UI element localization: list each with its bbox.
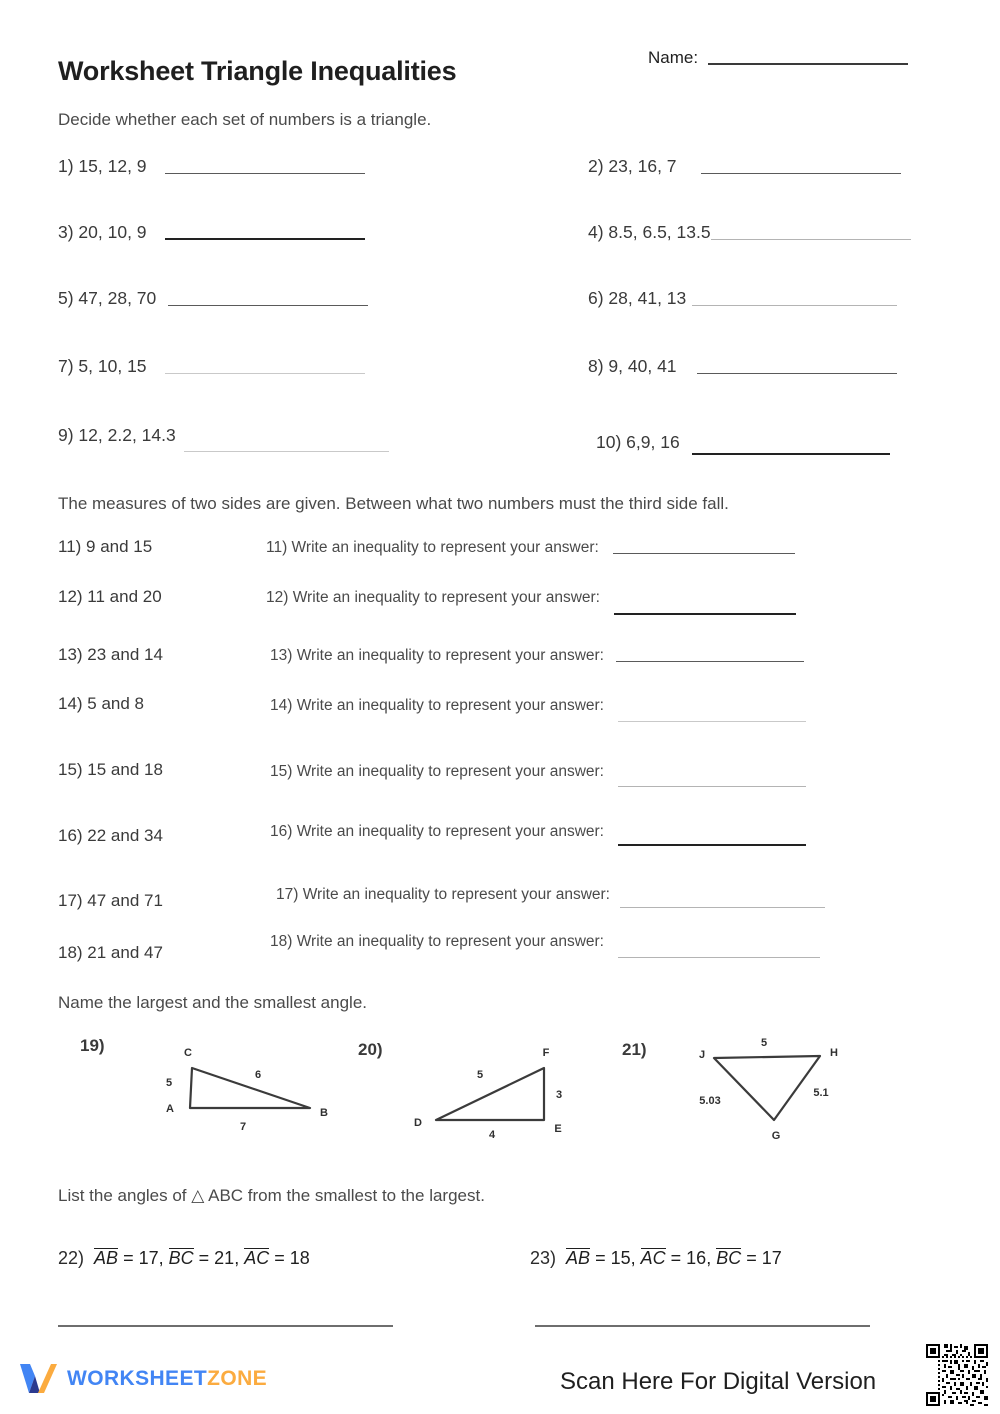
answer-line-5[interactable]: [168, 305, 368, 306]
inequality-text-17: 17) Write an inequality to represent your answer:: [276, 886, 610, 903]
triangle-19-side-right: 6: [254, 1069, 262, 1081]
worksheet-header: [0, 48, 1000, 108]
answer-line-22[interactable]: [58, 1325, 393, 1327]
page-title: Worksheet Triangle Inequalities: [58, 56, 457, 86]
segment-number-23: 23): [530, 1248, 557, 1268]
name-field-group: [648, 48, 908, 68]
triangle-21-side-right: 5.1: [813, 1087, 829, 1099]
pair-label-12: 12) 11 and 20: [58, 587, 162, 606]
segment-23-part-2-seg: BC: [716, 1248, 742, 1268]
triangle-20-svg: [396, 1028, 576, 1143]
page-footer: [0, 1340, 1000, 1414]
inequality-line-14[interactable]: [618, 721, 806, 722]
answer-line-6[interactable]: [692, 305, 897, 306]
answer-line-23[interactable]: [535, 1325, 870, 1327]
answer-line-2[interactable]: [701, 173, 901, 174]
triangle-figure-19: [80, 1028, 328, 1148]
question-row-10: [596, 432, 890, 453]
question-label-3: 3) 20, 10, 9: [58, 222, 147, 242]
triangle-21-vertex-h: H: [830, 1047, 838, 1059]
inequality-row-11: [266, 538, 795, 557]
triangle-19-side-bottom: 7: [239, 1121, 247, 1133]
logo-word-zone: ZONE: [207, 1367, 268, 1390]
segment-number-22: 22): [58, 1248, 85, 1268]
answer-line-10[interactable]: [692, 453, 890, 455]
inequality-text-16: 16) Write an inequality to represent your answer:: [270, 823, 604, 840]
inequality-row-13: [270, 646, 804, 665]
segment-23-part-1-val: = 16,: [670, 1248, 712, 1268]
section2-instruction: The measures of two sides are given. Between what two numbers must the third side fall.: [58, 494, 729, 513]
answer-line-7[interactable]: [165, 373, 365, 374]
segment-22-part-2-val: = 18: [274, 1248, 310, 1268]
triangle-20-vertex-e: E: [554, 1123, 562, 1135]
question-label-1: 1) 15, 12, 9: [58, 156, 147, 176]
inequality-text-18: 18) Write an inequality to represent your answer:: [270, 933, 604, 950]
answer-line-4[interactable]: [711, 239, 911, 240]
question-label-6: 6) 28, 41, 13: [588, 288, 687, 308]
question-label-7: 7) 5, 10, 15: [58, 356, 147, 376]
question-label-5: 5) 47, 28, 70: [58, 288, 157, 308]
pair-label-16: 16) 22 and 34: [58, 826, 163, 845]
question-row-9: [58, 425, 389, 446]
inequality-text-11: 11) Write an inequality to represent your answer:: [266, 539, 599, 556]
question-row-2: [588, 156, 901, 177]
pair-label-17: 17) 47 and 71: [58, 891, 163, 910]
logo-w-icon: [18, 1362, 58, 1396]
section1-instruction: Decide whether each set of numbers is a triangle.: [58, 110, 432, 129]
inequality-line-17[interactable]: [620, 907, 825, 908]
segment-23-part-0-seg: AB: [566, 1248, 591, 1268]
triangle-number-20: 20): [358, 1040, 383, 1059]
question-row-7: [58, 356, 365, 377]
inequality-row-17: [276, 885, 825, 904]
triangle-19-side-left: 5: [165, 1077, 173, 1089]
question-row-4: [588, 222, 911, 243]
triangle-20-side-hyp: 5: [476, 1069, 484, 1081]
triangle-21-vertex-j: J: [698, 1049, 706, 1061]
segment-22-part-1-seg: BC: [168, 1248, 194, 1268]
segment-23-part-0-val: = 15,: [595, 1248, 636, 1268]
inequality-line-18[interactable]: [618, 957, 820, 958]
name-label: Name:: [648, 48, 699, 67]
question-row-5: [58, 288, 368, 309]
logo-text: [67, 1367, 267, 1391]
inequality-line-16[interactable]: [618, 844, 806, 846]
inequality-line-15[interactable]: [618, 786, 806, 787]
segment-23-part-1-seg: AC: [640, 1248, 666, 1268]
segment-22-part-1-val: = 21,: [198, 1248, 240, 1268]
scan-here-text: Scan Here For Digital Version: [560, 1368, 877, 1395]
triangle-number-19: 19): [80, 1036, 105, 1055]
pair-label-15: 15) 15 and 18: [58, 760, 163, 779]
pair-label-11: 11) 9 and 15: [58, 537, 153, 556]
segment-23-part-2-val: = 17: [746, 1248, 782, 1268]
triangle-21-side-left: 5.03: [699, 1095, 721, 1107]
triangle-20-vertex-d: D: [414, 1117, 422, 1129]
question-label-8: 8) 9, 40, 41: [588, 356, 677, 376]
inequality-row-15: [270, 762, 806, 781]
question-row-1: [58, 156, 365, 177]
inequality-text-12: 12) Write an inequality to represent your answer:: [266, 589, 600, 606]
segment-22-part-0-seg: AB: [94, 1248, 119, 1268]
answer-line-1[interactable]: [165, 173, 365, 174]
inequality-row-16: [270, 822, 806, 841]
inequality-line-13[interactable]: [616, 661, 804, 662]
inequality-row-12: [266, 588, 796, 607]
question-label-2: 2) 23, 16, 7: [588, 156, 677, 176]
segment-22-part-2-seg: AC: [244, 1248, 270, 1268]
inequality-row-18: [270, 932, 820, 951]
section3-instruction: Name the largest and the smallest angle.: [58, 993, 368, 1012]
inequality-line-11[interactable]: [613, 553, 795, 554]
triangle-figure-20: [358, 1028, 578, 1148]
question-row-3: [58, 222, 365, 243]
triangle-20-side-bottom: 4: [488, 1129, 496, 1141]
segment-22-part-0-val: = 17,: [123, 1248, 164, 1268]
triangle-21-vertex-g: G: [771, 1130, 781, 1142]
section4-instruction: List the angles of △ ABC from the smallest to the largest.: [58, 1186, 485, 1205]
pair-label-14: 14) 5 and 8: [58, 694, 145, 713]
triangle-21-svg: [680, 1028, 870, 1153]
triangle-20-vertex-f: F: [542, 1047, 550, 1059]
answer-line-8[interactable]: [697, 373, 897, 374]
triangle-19-svg: [130, 1028, 328, 1143]
segment-item-23: [530, 1248, 782, 1269]
answer-line-3[interactable]: [165, 238, 365, 240]
triangle-number-21: 21): [622, 1040, 647, 1059]
question-label-4: 4) 8.5, 6.5, 13.5: [588, 222, 711, 242]
triangle-19-vertex-c: C: [184, 1047, 192, 1059]
question-row-6: [588, 288, 897, 309]
pair-label-13: 13) 23 and 14: [58, 645, 163, 664]
segment-item-22: [58, 1248, 310, 1269]
question-label-9: 9) 12, 2.2, 14.3: [58, 425, 176, 445]
inequality-row-14: [270, 696, 806, 715]
pair-label-18: 18) 21 and 47: [58, 943, 163, 962]
name-input-line[interactable]: [708, 63, 908, 65]
inequality-text-14: 14) Write an inequality to represent your answer:: [270, 697, 604, 714]
inequality-text-15: 15) Write an inequality to represent your answer:: [270, 763, 604, 780]
triangle-20-side-right: 3: [555, 1089, 563, 1101]
triangle-19-vertex-a: A: [166, 1103, 174, 1115]
answer-line-9[interactable]: [184, 451, 389, 452]
inequality-text-13: 13) Write an inequality to represent your answer:: [270, 647, 604, 664]
worksheetzone-logo[interactable]: [18, 1362, 267, 1396]
question-label-10: 10) 6,9, 16: [596, 432, 680, 452]
logo-word-worksheet: WORKSHEET: [67, 1367, 208, 1390]
inequality-line-12[interactable]: [614, 613, 796, 615]
qr-code-icon[interactable]: [924, 1342, 990, 1408]
triangle-19-vertex-b: B: [320, 1107, 328, 1119]
question-row-8: [588, 356, 897, 377]
triangle-21-side-top: 5: [760, 1037, 768, 1049]
triangle-figure-21: [622, 1028, 862, 1153]
